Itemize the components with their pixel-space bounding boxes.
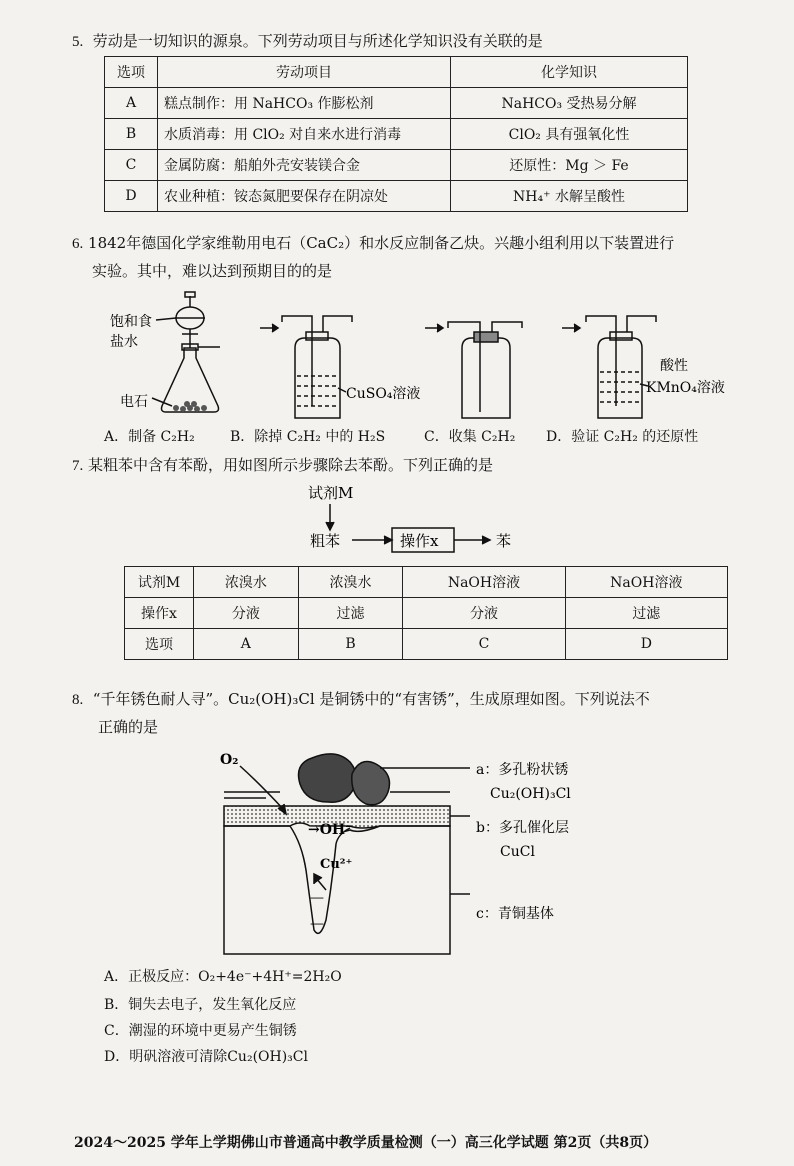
q7-table	[124, 566, 728, 660]
q8-stem: 8. “千年锈色耐人寻”。Cu₂(OH)₃Cl 是铜锈中的“有害锈”，生成原理如图。下列说法不	[72, 690, 650, 708]
flow-reagent-label: 试剂M	[308, 484, 354, 502]
q5-row-labor: 水质消毒：用 ClO₂ 对自来水进行消毒	[158, 119, 451, 150]
q7-cell: 试剂M	[125, 567, 194, 598]
q6-option-b: B．除掉 C₂H₂ 中的 H₂S	[230, 429, 386, 445]
q6-option-a: A．制备 C₂H₂	[104, 429, 195, 445]
q6-apparatus-figure	[90, 288, 750, 423]
label-c1: c：青铜基体	[476, 906, 554, 922]
label-acidic: 酸性	[660, 358, 688, 374]
q8-stem-line2: 正确的是	[98, 718, 159, 736]
q7-cell: B	[298, 629, 403, 660]
apparatus-c	[425, 322, 522, 418]
label-b2: CuCl	[500, 844, 535, 860]
q5-row-knowledge: NH₄⁺ 水解呈酸性	[451, 181, 688, 212]
q6-stem: 6. 1842年德国化学家维勒用电石（CaC₂）和水反应制备乙炔。兴趣小组利用以下装置进行	[72, 234, 675, 252]
page-footer: 2024～2025 学年上学期佛山市普通高中教学质量检测（一）高三化学试题 第2页（共8页）	[74, 1135, 658, 1151]
label-kmno4: KMnO₄溶液	[646, 380, 725, 396]
label-carbide: 电石	[120, 394, 148, 410]
q5-row-knowledge: NaHCO₃ 受热易分解	[451, 88, 688, 119]
label-a1: a：多孔粉状锈	[476, 762, 569, 778]
q5-row-option: B	[105, 119, 158, 150]
q7-cell: 浓溴水	[194, 567, 299, 598]
q6-option-c: C．收集 C₂H₂	[424, 429, 516, 445]
q8-option-a: A．正极反应：O₂+4e⁻+4H⁺=2H₂O	[104, 969, 342, 985]
table-row	[125, 598, 728, 629]
label-b1: b：多孔催化层	[476, 820, 569, 836]
flow-product-label: 苯	[496, 532, 512, 550]
q5-row-option: C	[105, 150, 158, 181]
q5-row-knowledge: 还原性：Mg ＞ Fe	[451, 150, 688, 181]
svg-text:—: —	[310, 890, 324, 906]
q8-corrosion-figure	[210, 744, 610, 958]
table-row	[105, 119, 688, 150]
q7-cell: 选项	[125, 629, 194, 660]
q5-stem: 5. 劳动是一切知识的源泉。下列劳动项目与所述化学知识没有关联的是	[72, 32, 543, 50]
q5-row-labor: 农业种植：铵态氮肥要保存在阴凉处	[158, 181, 451, 212]
q7-cell: NaOH溶液	[403, 567, 565, 598]
q5-row-labor: 金属防腐：船舶外壳安装镁合金	[158, 150, 451, 181]
label-cu: Cu²⁺	[320, 857, 353, 872]
label-oh: →OH⁻	[308, 822, 353, 838]
q7-cell: NaOH溶液	[565, 567, 727, 598]
q5-row-option: D	[105, 181, 158, 212]
q7-cell: 分液	[403, 598, 565, 629]
q7-cell: 操作x	[125, 598, 194, 629]
q6-stem-line2: 实验。其中，难以达到预期目的的是	[92, 262, 333, 280]
q5-row-labor: 糕点制作：用 NaHCO₃ 作膨松剂	[158, 88, 451, 119]
label-brine-2: 盐水	[110, 334, 138, 350]
svg-text:—: —	[310, 916, 324, 932]
label-cuso4: CuSO₄溶液	[346, 386, 421, 402]
q5-header-option: 选项	[105, 57, 158, 88]
q6-option-d: D．验证 C₂H₂ 的还原性	[546, 429, 699, 445]
q7-cell: A	[194, 629, 299, 660]
q7-cell: 过滤	[565, 598, 727, 629]
table-row	[125, 629, 728, 660]
table-row	[125, 567, 728, 598]
q7-cell: 分液	[194, 598, 299, 629]
q7-flow-diagram	[300, 480, 540, 560]
flow-op-label: 操作x	[400, 532, 439, 550]
table-row	[105, 181, 688, 212]
q5-header-knowledge: 化学知识	[451, 57, 688, 88]
q7-cell: 过滤	[298, 598, 403, 629]
q7-cell: D	[565, 629, 727, 660]
label-a2: Cu₂(OH)₃Cl	[490, 786, 571, 802]
flow-crude-label: 粗苯	[310, 532, 341, 550]
label-o2: O₂	[220, 752, 239, 768]
q8-option-c: C．潮湿的环境中更易产生铜锈	[104, 1023, 297, 1039]
apparatus-b	[260, 316, 352, 418]
table-row	[105, 88, 688, 119]
q8-option-b: B．铜失去电子，发生氧化反应	[104, 997, 297, 1013]
q5-header-labor: 劳动项目	[158, 57, 451, 88]
q5-row-knowledge: ClO₂ 具有强氧化性	[451, 119, 688, 150]
q8-option-d: D．明矾溶液可清除Cu₂(OH)₃Cl	[104, 1049, 308, 1065]
q5-header-row	[105, 57, 688, 88]
q7-stem: 7. 某粗苯中含有苯酚，用如图所示步骤除去苯酚。下列正确的是	[72, 456, 494, 474]
q5-row-option: A	[105, 88, 158, 119]
label-brine: 饱和食	[110, 314, 152, 330]
q7-cell: 浓溴水	[298, 567, 403, 598]
apparatus-a	[162, 292, 221, 412]
q7-cell: C	[403, 629, 565, 660]
table-row	[105, 150, 688, 181]
q5-table	[104, 56, 688, 212]
apparatus-d	[562, 316, 656, 418]
